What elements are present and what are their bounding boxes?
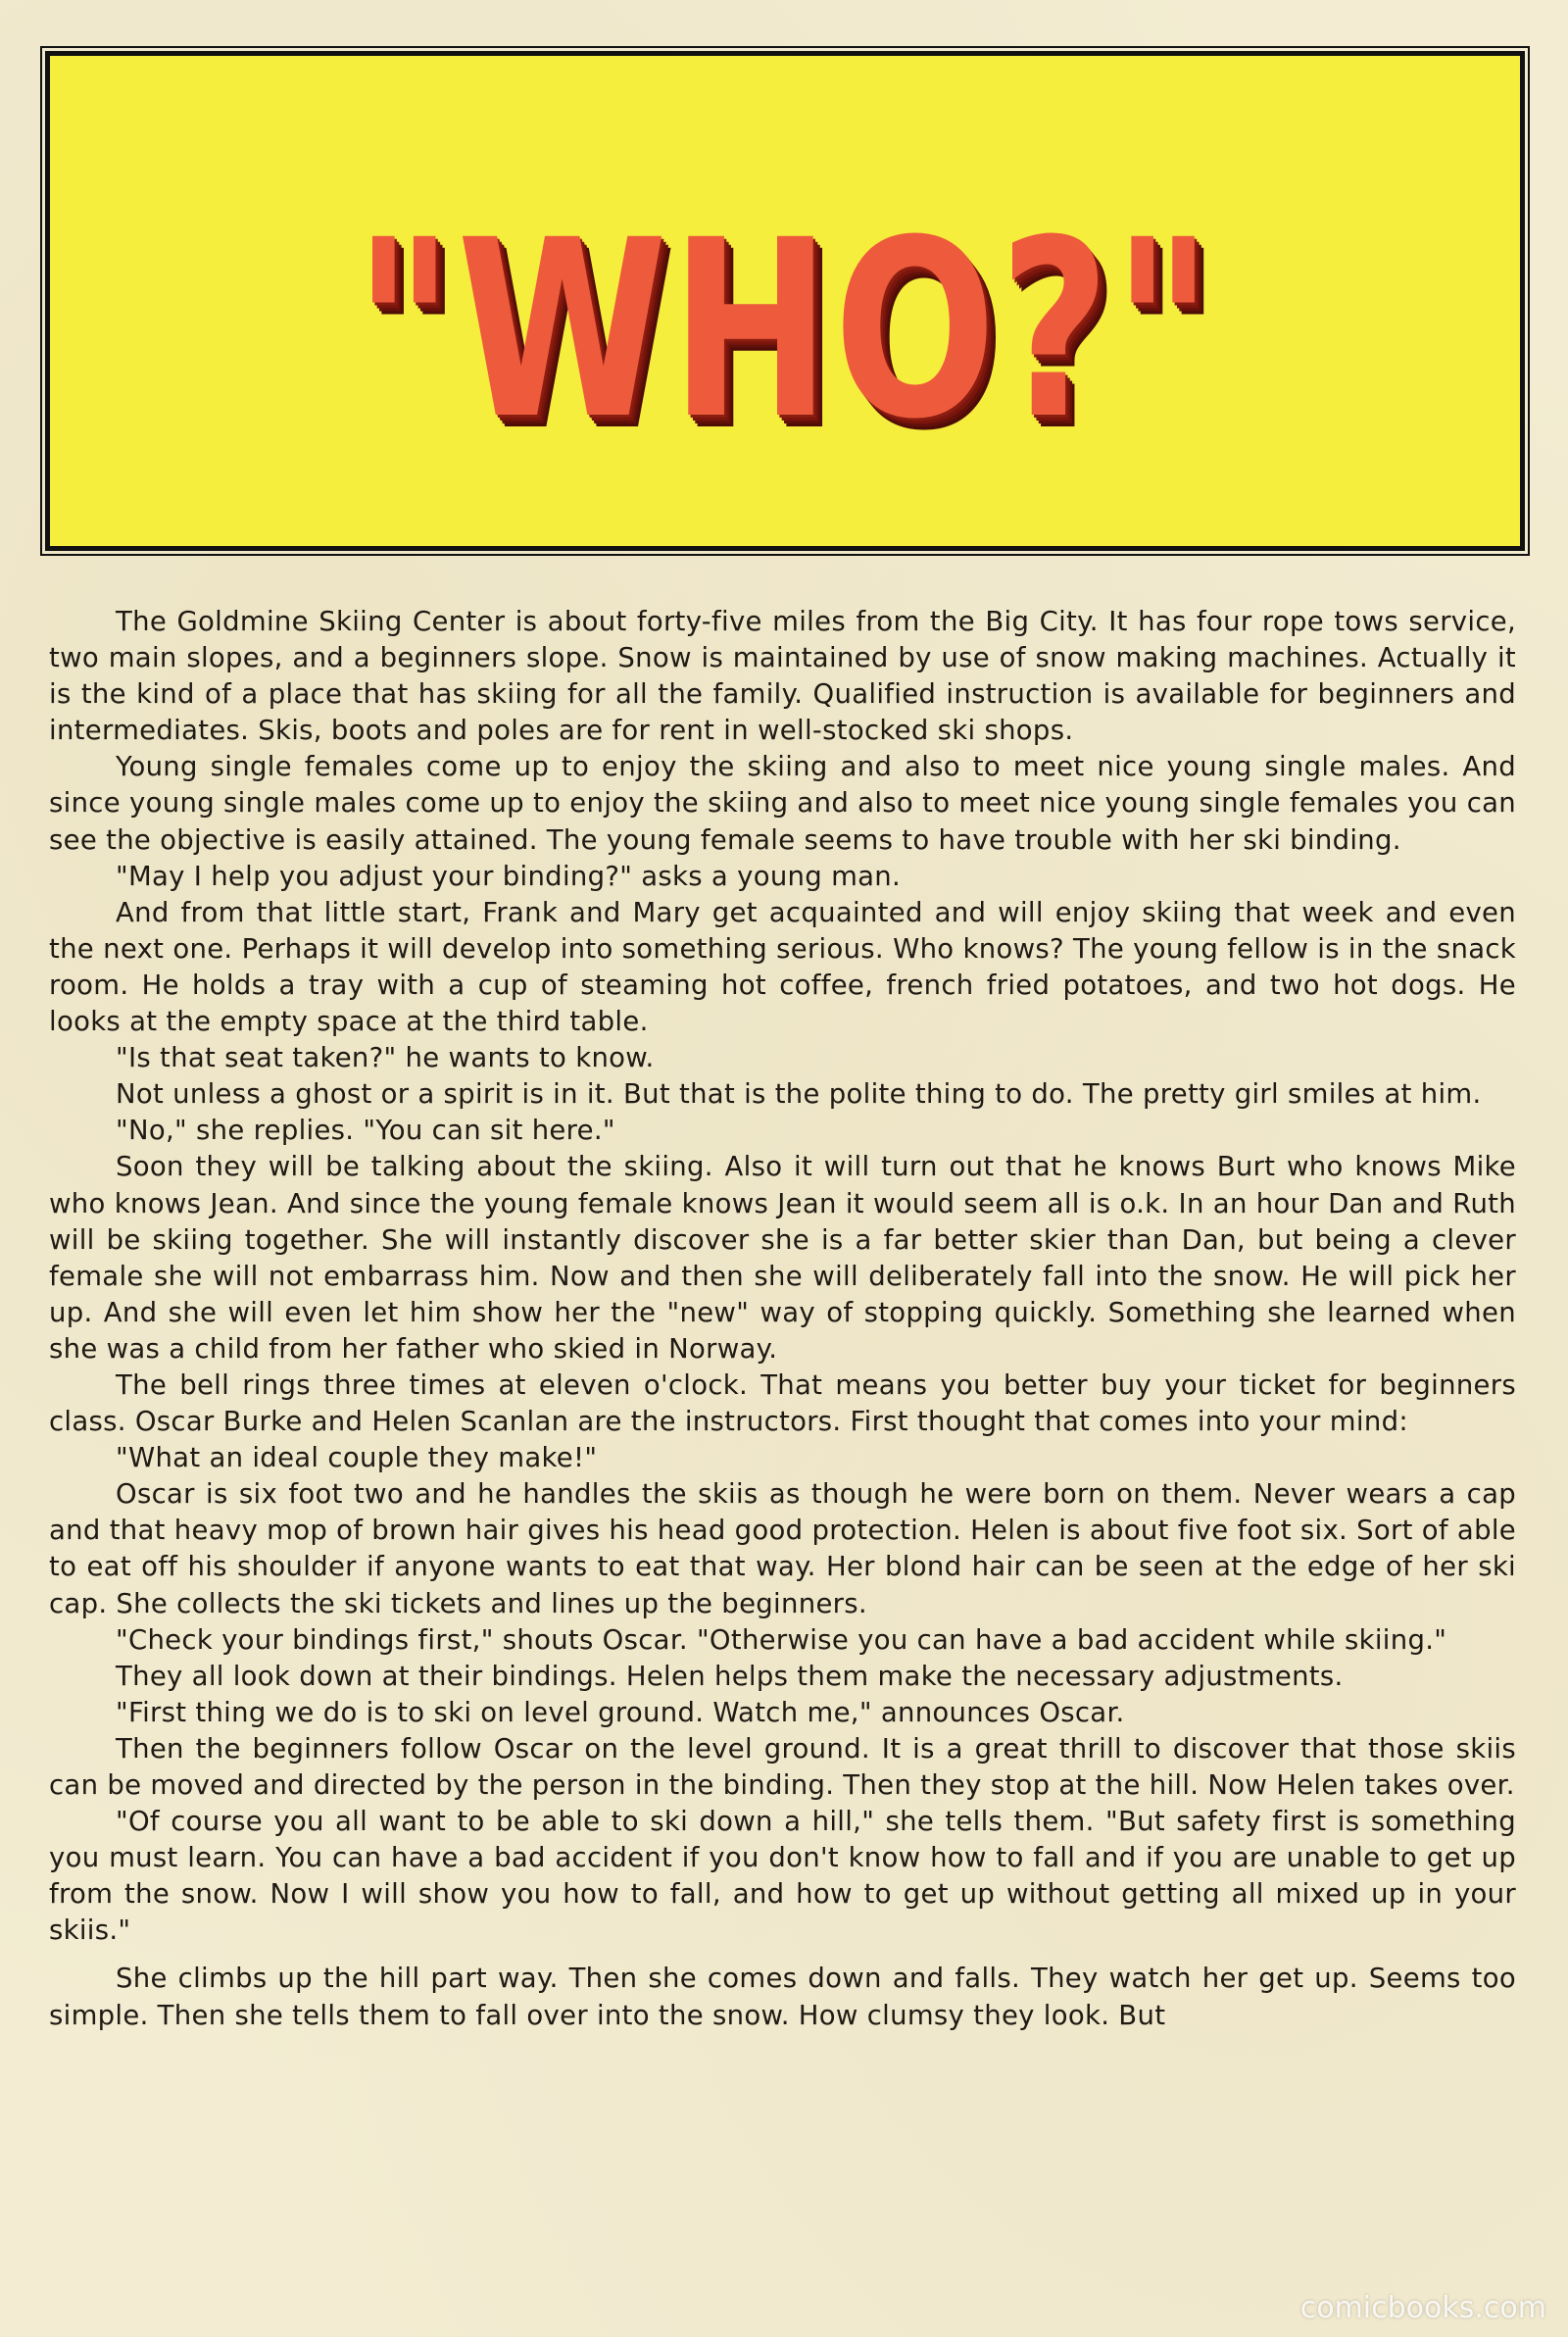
paragraph: "No," she replies. "You can sit here." (116, 1115, 615, 1147)
paragraph: "Check your bindings first," shouts Oscar. "Otherwise you can have a bad accident while skiing." (116, 1623, 1447, 1656)
paragraph: "Of course you all want to be able to ski down a hill," she tells them. "But safety first is something you must learn. You can have a bad accident if you don't know how to fall and if you are unable to get up from the snow. Now I will show you how to fall, and how to get up without getting all mixed up in your skiis." (49, 1806, 1516, 1947)
paragraph: Not unless a ghost or a spirit is in it. But that is the polite thing to do. The pretty girl smiles at him. (116, 1078, 1482, 1111)
title-panel (45, 51, 1525, 551)
watermark: comicbooks.com (1299, 2291, 1546, 2325)
paragraph: "Is that seat taken?" he wants to know. (116, 1042, 655, 1074)
paragraph: The bell rings three times at eleven o'clock. That means you better buy your ticket for beginners class. Oscar Burke and Helen Scanlan are the instructors. First thought that comes into your mind: (49, 1368, 1516, 1438)
paragraph: "May I help you adjust your binding?" asks a young man. (116, 860, 902, 892)
paragraph: Then the beginners follow Oscar on the level ground. It is a great thrill to discover that those skiis can be moved and directed by the person in the binding. Then they stop at the hill. Now Helen takes over. (49, 1732, 1516, 1801)
paragraph: They all look down at their bindings. Helen helps them make the necessary adjustments. (116, 1660, 1344, 1692)
paragraph: Soon they will be talking about the skiing. Also it will turn out that he knows Burt who knows Mike who knows Jean. And since the young female knows Jean it would seem all is o.k. In an hour Dan and Ruth will be skiing together. She will instantly discover she is a far better skier than Dan, but being a clever female she will not embarrass him. Now and then she will deliberately fall into the snow. He will pick her up. And she will even let him show her the "new" way of stopping quickly. Something she learned when she was a child from her father who skied in Norway. (49, 1151, 1516, 1365)
paragraph: The Goldmine Skiing Center is about forty-five miles from the Big City. It has four rope tows service, two main slopes, and a beginners slope. Snow is maintained by use of snow making machines. Actually it is the kind of a place that has skiing for all the family. Qualified instruction is available for beginners and intermediates. Skis, boots and poles are for rent in well-stocked ski shops. (49, 606, 1516, 747)
paragraph: And from that little start, Frank and Mary get acquainted and will enjoy skiing that week and even the next one. Perhaps it will develop into something serious. Who knows? The young fellow is in the snack room. He holds a tray with a cup of steaming hot coffee, french fried potatoes, and two hot dogs. He looks at the empty space at the third table. (49, 896, 1516, 1038)
story-title: "WHO?" (354, 187, 1216, 472)
paragraph: She climbs up the hill part way. Then she comes down and falls. They watch her get up. Seems too simple. Then she tells them to fall over into the snow. How clumsy they look. But (49, 1963, 1516, 2031)
paragraph: Young single females come up to enjoy the skiing and also to meet nice young single males. And since young single males come up to enjoy the skiing and also to meet nice young single females you can see the objective is easily attained. The young female seems to have trouble with her ski binding. (49, 751, 1516, 856)
paragraph: Oscar is six foot two and he handles the skiis as though he were born on them. Never wears a cap and that heavy mop of brown hair gives his head good protection. Helen is about five foot six. Sort of able to eat off his shoulder if anyone wants to eat that way. Her blond hair can be seen at the edge of her ski cap. She collects the ski tickets and lines up the beginners. (49, 1478, 1516, 1619)
story-body (49, 604, 1516, 2034)
paragraph: "First thing we do is to ski on level ground. Watch me," announces Oscar. (116, 1696, 1125, 1728)
paragraph: "What an ideal couple they make!" (116, 1442, 598, 1474)
